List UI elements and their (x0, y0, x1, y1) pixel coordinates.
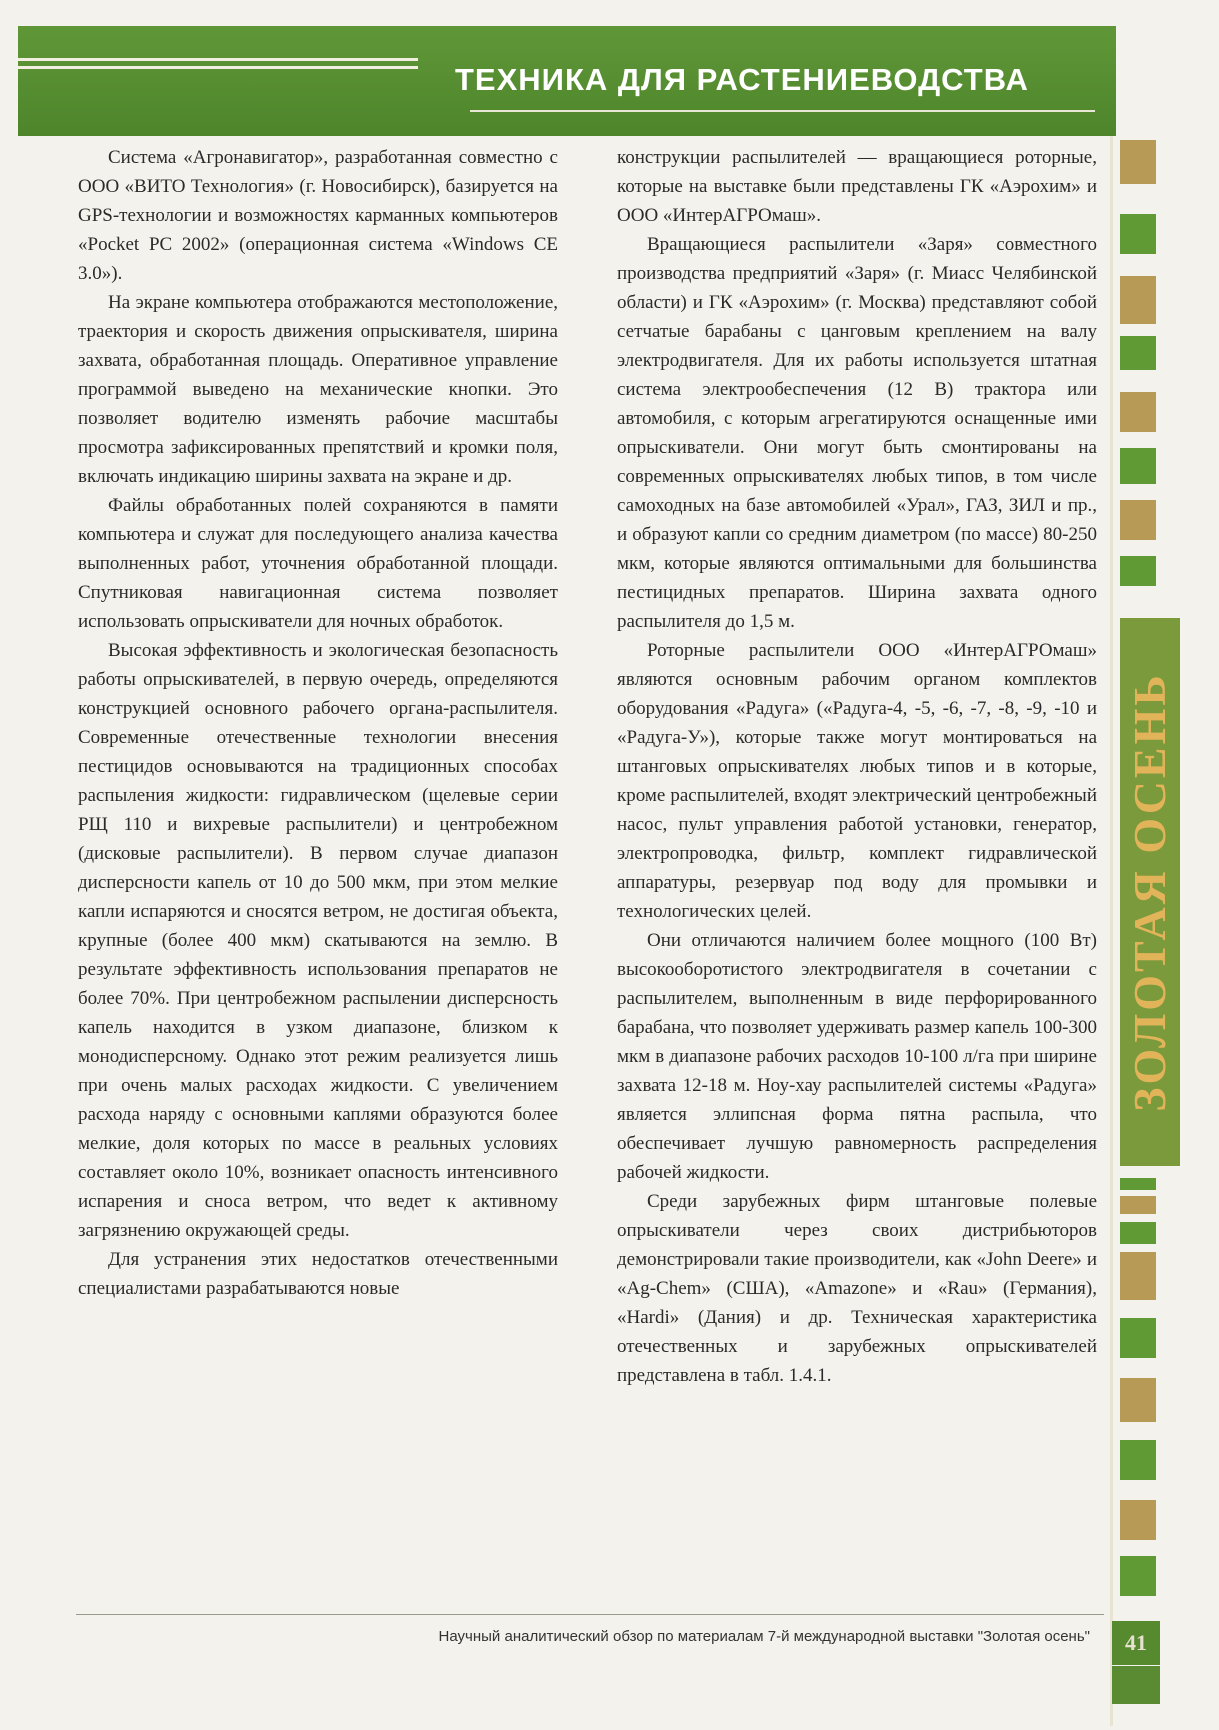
article-column-right (617, 143, 1097, 1390)
sidebar-bar-green (1120, 1178, 1156, 1190)
paragraph: Среди зарубежных фирм штанговые полевые опрыскиватели через своих дистрибьюторов демонстрировали такие производители, как «John Deere» и «Ag-Chem» (США), «Amazone» и «Rau» (Германия), «Hardi» (Дания) и др. Техническая характеристика отечественных и зарубежных опрыскивателей представлена в табл. 1.4.1. (617, 1191, 1097, 1386)
vertical-title: ЗОЛОТАЯ ОСЕНЬ (1124, 672, 1175, 1112)
sidebar-bar-green (1120, 1318, 1156, 1358)
paragraph: конструкции распылителей — вращающиеся роторные, которые на выставке были представлены ГК «Аэрохим» и ООО «ИнтерАГРОмаш». (617, 147, 1097, 226)
sidebar-bar-green (1120, 1556, 1156, 1596)
paragraph: Вращающиеся распылители «Заря» совместного производства предприятий «Заря» (г. Миасс Челябинской области) и ГК «Аэрохим» (г. Москва) представляют собой сетчатые барабаны с цанговым креплением на валу электродвигателя. Для их работы используется штатная система электрообеспечения (12 В) трактора или автомобиля, с которым агрегатируются оснащенные ими опрыскиватели. Они могут быть смонтированы на современных опрыскивателях любых типов, в том числе самоходных на базе автомобилей «Урал», ГАЗ, ЗИЛ и пр., и образуют капли со средним диаметром (по массе) 80-250 мкм, которые являются оптимальными для большинства пестицидных препаратов. Ширина захвата одного распылителя до 1,5 м. (617, 234, 1097, 632)
sidebar-bar-tan (1120, 1252, 1156, 1300)
sidebar-bar-green (1120, 1222, 1156, 1244)
page-number: 41 (1125, 1630, 1147, 1655)
header-rule (470, 110, 1095, 112)
sidebar-bar-green (1120, 556, 1156, 586)
section-title: ТЕХНИКА ДЛЯ РАСТЕНИЕВОДСТВА (455, 62, 1029, 97)
sidebar-bar-tan (1120, 276, 1156, 324)
sidebar-bar-tan (1120, 500, 1156, 540)
footer-rule (76, 1614, 1104, 1615)
sidebar-bar-tan (1120, 1378, 1156, 1422)
header-stripe (18, 58, 418, 61)
header-stripe (18, 66, 418, 69)
footer-caption: Научный аналитический обзор по материалам 7-й международной выставки "Золотая осень" (438, 1628, 1090, 1645)
paragraph: Высокая эффективность и экологическая безопасность работы опрыскивателей, в первую очередь, определяются конструкцией основного рабочего органа-распылителя. Современные отечественные технологии внесения пестицидов основываются на традиционных способах распыления жидкости: гидравлическом (щелевые серии РЩ 110 и вихревые распылители) и центробежном (дисковые распылители). В первом случае диапазон дисперсности капель от 10 до 500 мкм, при этом мелкие капли испаряются и сносятся ветром, не достигая объекта, крупные (более 400 мкм) скатываются на землю. В результате эффективность использования препаратов не более 70%. При центробежном распылении дисперсность капель находится в узком диапазоне, близком к монодисперсному. Однако этот режим реализуется лишь при очень малых расходах жидкости. С увеличением расхода наряду с основными каплями образуются более мелкие, доля которых по массе в реальных условиях составляет около 10%, возникает опасность интенсивного испарения и сноса ветром, что ведет к активному загрязнению окружающей среды. (78, 640, 558, 1241)
sidebar-divider (1110, 136, 1113, 1726)
sidebar-bar-green (1120, 336, 1156, 370)
sidebar-bar-tan (1120, 392, 1156, 432)
sidebar-bar-green (1120, 214, 1156, 254)
sidebar-bar-green (1120, 1440, 1156, 1480)
paragraph: Система «Агронавигатор», разработанная совместно с ООО «ВИТО Технология» (г. Новосибирск), базируется на GPS-технологии и возможностях карманных компьютеров «Pocket PC 2002» (операционная система «Windows CE 3.0»). (78, 147, 558, 284)
sidebar-bar-tan (1120, 1500, 1156, 1540)
paragraph: Файлы обработанных полей сохраняются в памяти компьютера и служат для последующего анализа качества выполненных работ, уточнения обработанной площади. Спутниковая навигационная система позволяет использовать опрыскиватели для ночных обработок. (78, 495, 558, 632)
article-column-left (78, 143, 558, 1303)
sidebar-bar-green (1120, 448, 1156, 484)
paragraph: Роторные распылители ООО «ИнтерАГРОмаш» являются основным рабочим органом комплектов оборудования «Радуга» («Радуга-4, -5, -6, -7, -8, -9, -10 и «Радуга-У»), которые также могут монтироваться на штанговых опрыскивателях любых типов и в которые, кроме распылителей, входят электрический центробежный насос, пульт управления работой установки, генератор, электропроводка, фильтр, комплект гидравлической аппаратуры, резервуар под воду для промывки и технологических целей. (617, 640, 1097, 922)
paragraph: Они отличаются наличием более мощного (100 Вт) высокооборотистого электродвигателя в сочетании с распылителем, выполненным в виде перфорированного барабана, что позволяет удерживать размер капель 100-300 мкм в диапазоне рабочих расходов 10-100 л/га при ширине захвата 12-18 м. Ноу-хау распылителей системы «Радуга» является эллипсная форма пятна распыла, что обеспечивает лучшую равномерность распределения рабочей жидкости. (617, 930, 1097, 1183)
paragraph: На экране компьютера отображаются местоположение, траектория и скорость движения опрыскивателя, ширина захвата, обработанная площадь. Оперативное управление программой выведено на механические кнопки. Это позволяет водителю изменять рабочие масштабы просмотра зафиксированных препятствий и кромки поля, включать индикацию ширины захвата на экране и др. (78, 292, 558, 487)
footer-bar (1112, 1666, 1160, 1704)
sidebar-bar-tan (1120, 1196, 1156, 1214)
sidebar-bar-tan (1120, 140, 1156, 184)
paragraph: Для устранения этих недостатков отечественными специалистами разрабатываются новые (78, 1249, 558, 1299)
